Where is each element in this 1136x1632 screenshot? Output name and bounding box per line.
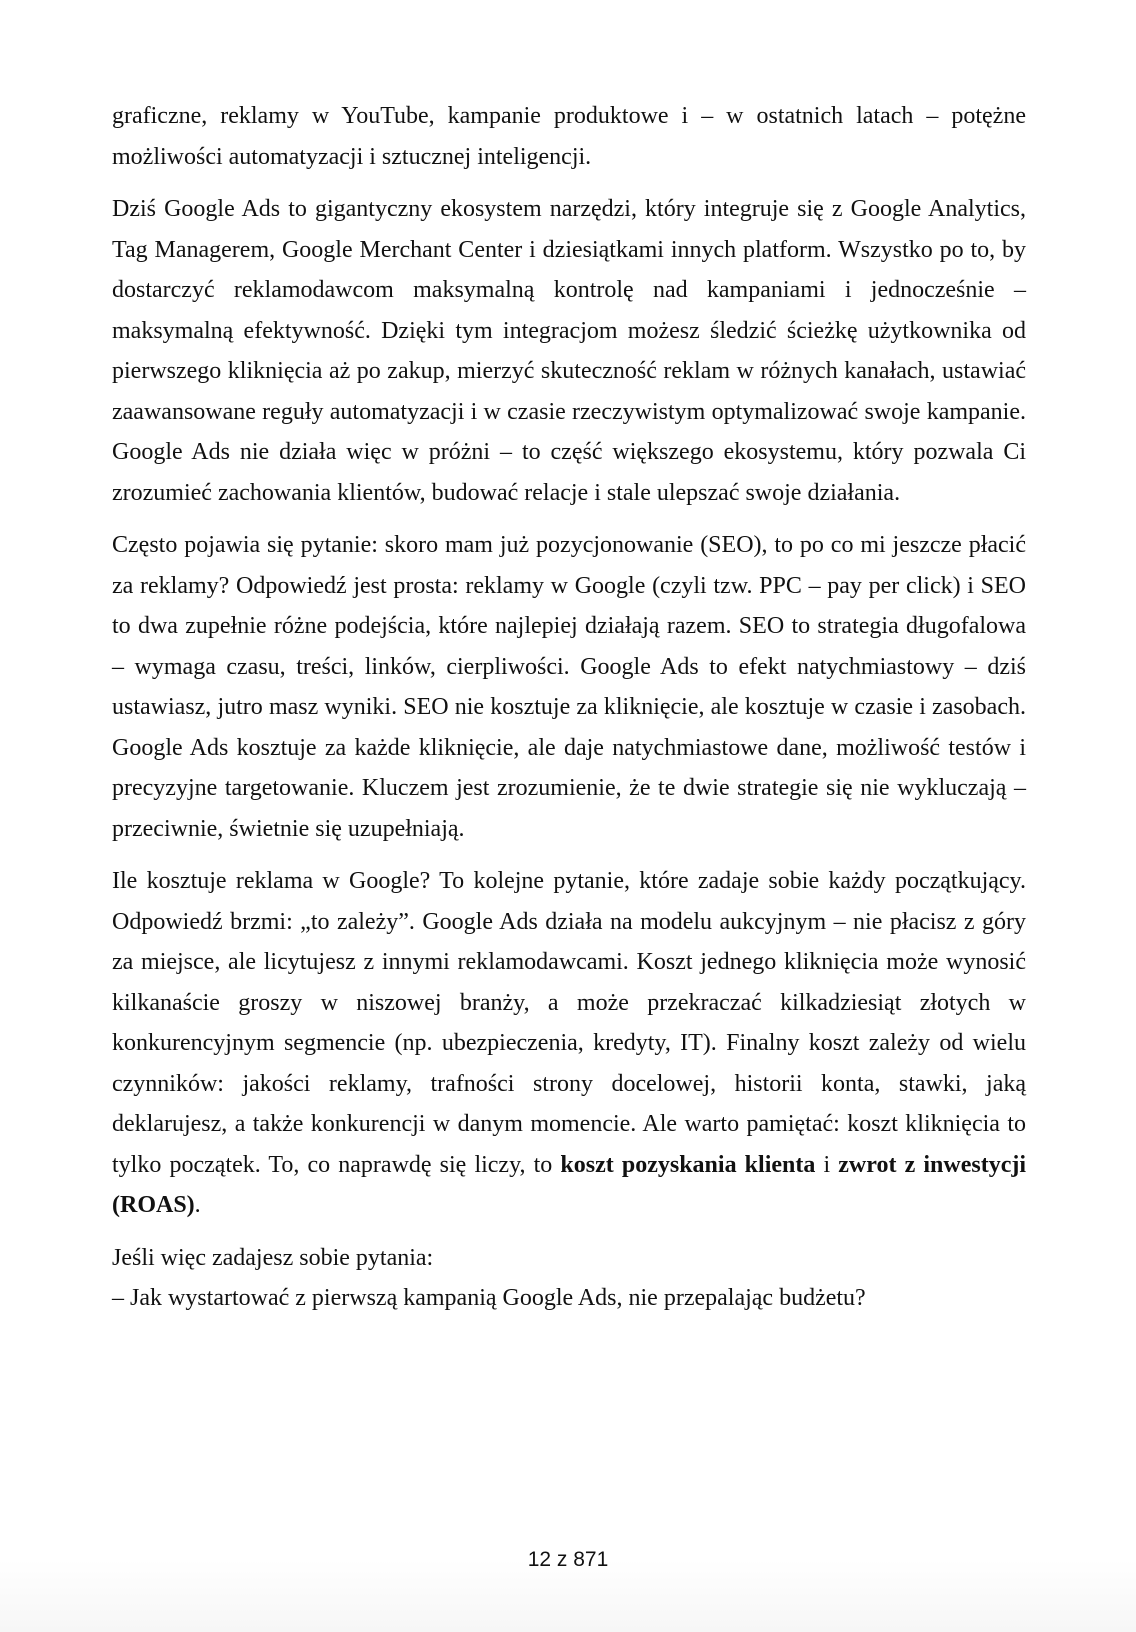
cost-text-before: Ile kosztuje reklama w Google? To kolejne pytanie, które zadaje sobie każdy początkujący. Odpowiedź brzmi: „to zależy”. Google Ads działa na modelu aukcyjnym – nie płacisz z góry za miejsce, ale licytujesz z innymi reklamodawcami. Koszt jednego kliknięcia może wynosić kilkanaście groszy w niszowej branży, a może przekraczać kilkadziesiąt złotych w konkurencyjnym segmencie (np. ubezpieczenia, kredyty, IT). Finalny koszt zależy od wielu czynników: jakości reklamy, trafności strony docelowej, historii konta, stawki, jaką deklarujesz, a także konkurencji w danym momencie. Ale warto pamiętać: koszt kliknięcia to tylko początek. To, co naprawdę się liczy, to [112,868,1026,1178]
cost-text-after: . [194,1192,201,1218]
paragraph-questions-intro [112,1238,1026,1319]
paragraph-seo-vs-ppc: Często pojawia się pytanie: skoro mam już pozycjonowanie (SEO), to po co mi jeszcze płacić za reklamy? Odpowiedź jest prosta: reklamy w Google (czyli tzw. PPC – pay per click) i SEO to dwa zupełnie różne podejścia, które najlepiej działają razem. SEO to strategia długofalowa – wymaga czasu, treści, linków, cierpliwości. Google Ads to efekt natychmiastowy – dziś ustawiasz, jutro masz wyniki. SEO nie kosztuje za kliknięcie, ale kosztuje w czasie i zasobach. Google Ads kosztuje za każde kliknięcie, ale daje natychmiastowe dane, możliwość testów i precyzyjne targetowanie. Kluczem jest zrozumienie, że te dwie strategie się nie wykluczają – przeciwnie, świetnie się uzupełniają. [112,532,1026,842]
paragraph-cost [112,861,1026,1226]
bold-roas: zwrot z inwestycji (ROAS) [112,1151,1027,1218]
paragraph-intro-continuation: graficzne, reklamy w YouTube, kampanie produktowe i – w ostatnich latach – potężne możliwości automatyzacji i sztucznej inteligencji. [112,103,1026,170]
bold-customer-acquisition-cost: koszt pozyskania klienta [560,1151,816,1178]
page-indicator: 12 z 871 [527,1548,609,1571]
document-page [112,96,1026,1319]
question-item-1: – Jak wystartować z pierwszą kampanią Google Ads, nie przepalając budżetu? [112,1285,866,1311]
cost-text-middle: i [815,1151,839,1178]
paragraph-ecosystem: Dziś Google Ads to gigantyczny ekosystem narzędzi, który integruje się z Google Analytics, Tag Managerem, Google Merchant Center i dziesiątkami innych platform. Wszystko po to, by dostarczyć reklamodawcom maksymalną kontrolę nad kampaniami i jednocześnie – maksymalną efektywność. Dzięki tym integracjom możesz śledzić ścieżkę użytkownika od pierwszego kliknięcia aż po zakup, mierzyć skuteczność reklam w różnych kanałach, ustawiać zaawansowane reguły automatyzacji i w czasie rzeczywistym optymalizować swoje kampanie. Google Ads nie działa więc w próżni – to część większego ekosystemu, który pozwala Ci zrozumieć zachowania klientów, budować relacje i stale ulepszać swoje działania. [112,196,1026,506]
questions-lead: Jeśli więc zadajesz sobie pytania: [112,1244,434,1271]
